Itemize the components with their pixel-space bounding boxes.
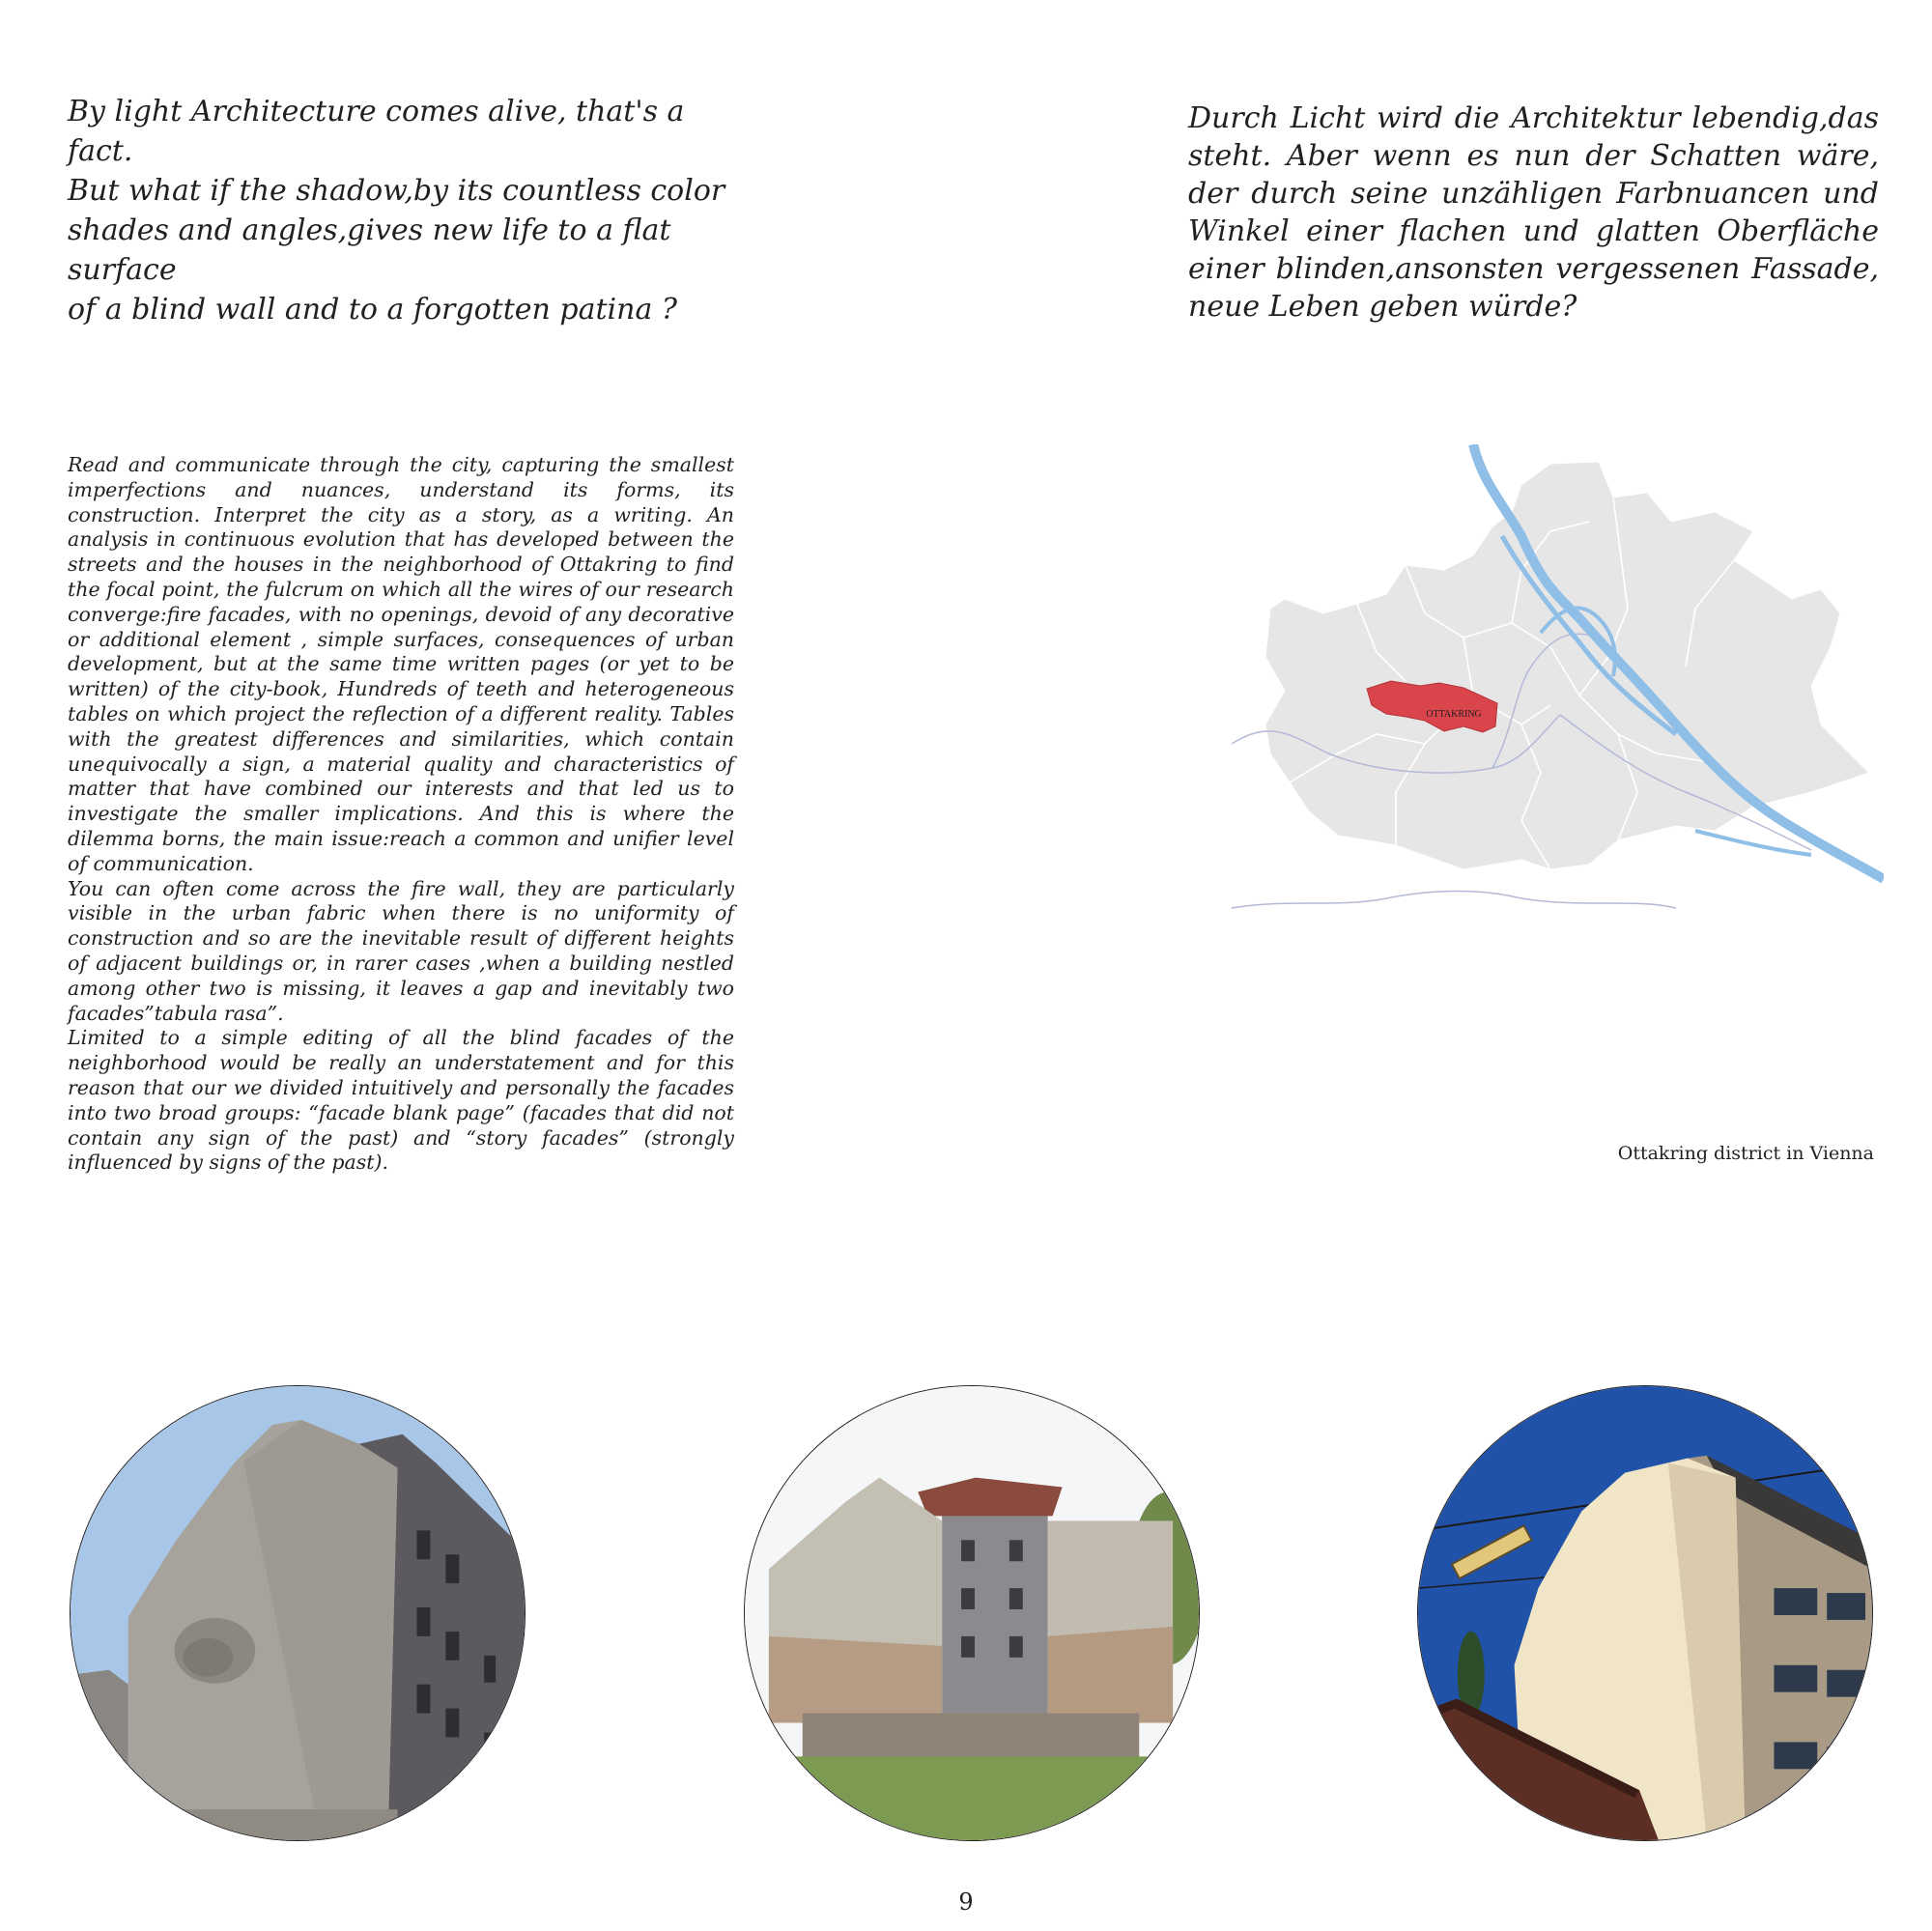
- fire-wall-photo-1: [70, 1385, 526, 1841]
- fire-wall-photo-3: [1417, 1385, 1873, 1841]
- fire-wall-photo-2: [744, 1385, 1200, 1841]
- vienna-outline: [1265, 462, 1869, 869]
- vienna-district-map: [1232, 444, 1884, 937]
- ottakring-label: OTTAKRING: [1426, 709, 1482, 720]
- english-intro-quote: By light Architecture comes alive, that's a fact. But what if the shadow,by its countless color shades and angles,gives new life to a flat surface of a blind wall and to a forgotten patina ?: [68, 95, 725, 327]
- body-paragraph: You can often come across the fire wall, they are particularly visible in the urban fabric when there is no uniformity of construction and so are the inevitable result of different heights of adjacent buildings or, in rarer cases ,when a building nestled among other two is missing, it leaves a gap and inevitably two facades”tabula rasa”.: [68, 876, 734, 1025]
- body-text: [68, 453, 734, 1176]
- german-intro-quote: Durch Licht wird die Architektur lebendig,das steht. Aber wenn es nun der Schatten wäre, der durch seine unzähligen Farbnuancen und Winkel einer flachen und glatten Oberfläche einer blinden,ansonsten vergessenen Fassade, neue Leben geben würde?: [1188, 101, 1879, 324]
- map-caption: Ottakring district in Vienna: [1617, 1143, 1874, 1164]
- page-number: 9: [958, 1888, 974, 1916]
- body-paragraph: Read and communicate through the city, capturing the smallest imperfections and nuances, understand its forms, its construction. Interpret the city as a story, as a writing. An analysis in continuous evolution that has developed between the streets and the houses in the neighborhood of Ottakring to find the focal point, the fulcrum on which all the wires of our research converge:fire facades, with no openings, devoid of any decorative or additional element , simple surfaces, consequences of urban development, but at the same time written pages (or yet to be written) of the city-book, Hundreds of teeth and heterogeneous tables on which project the reflection of a different reality. Tables with the greatest differences and similarities, which contain unequivocally a sign, a material quality and characteristics of matter that have combined our interests and that led us to investigate the smaller implications. And this is where the dilemma borns, the main issue:reach a common and unifier level of communication.: [68, 453, 734, 875]
- body-paragraph: Limited to a simple editing of all the blind facades of the neighborhood would be really an understatement and for this reason that our we divided intuitively and personally the facades into two broad groups: “facade blank page” (facades that did not contain any sign of the past) and “story facades” (strongly influenced by signs of the past).: [68, 1026, 734, 1175]
